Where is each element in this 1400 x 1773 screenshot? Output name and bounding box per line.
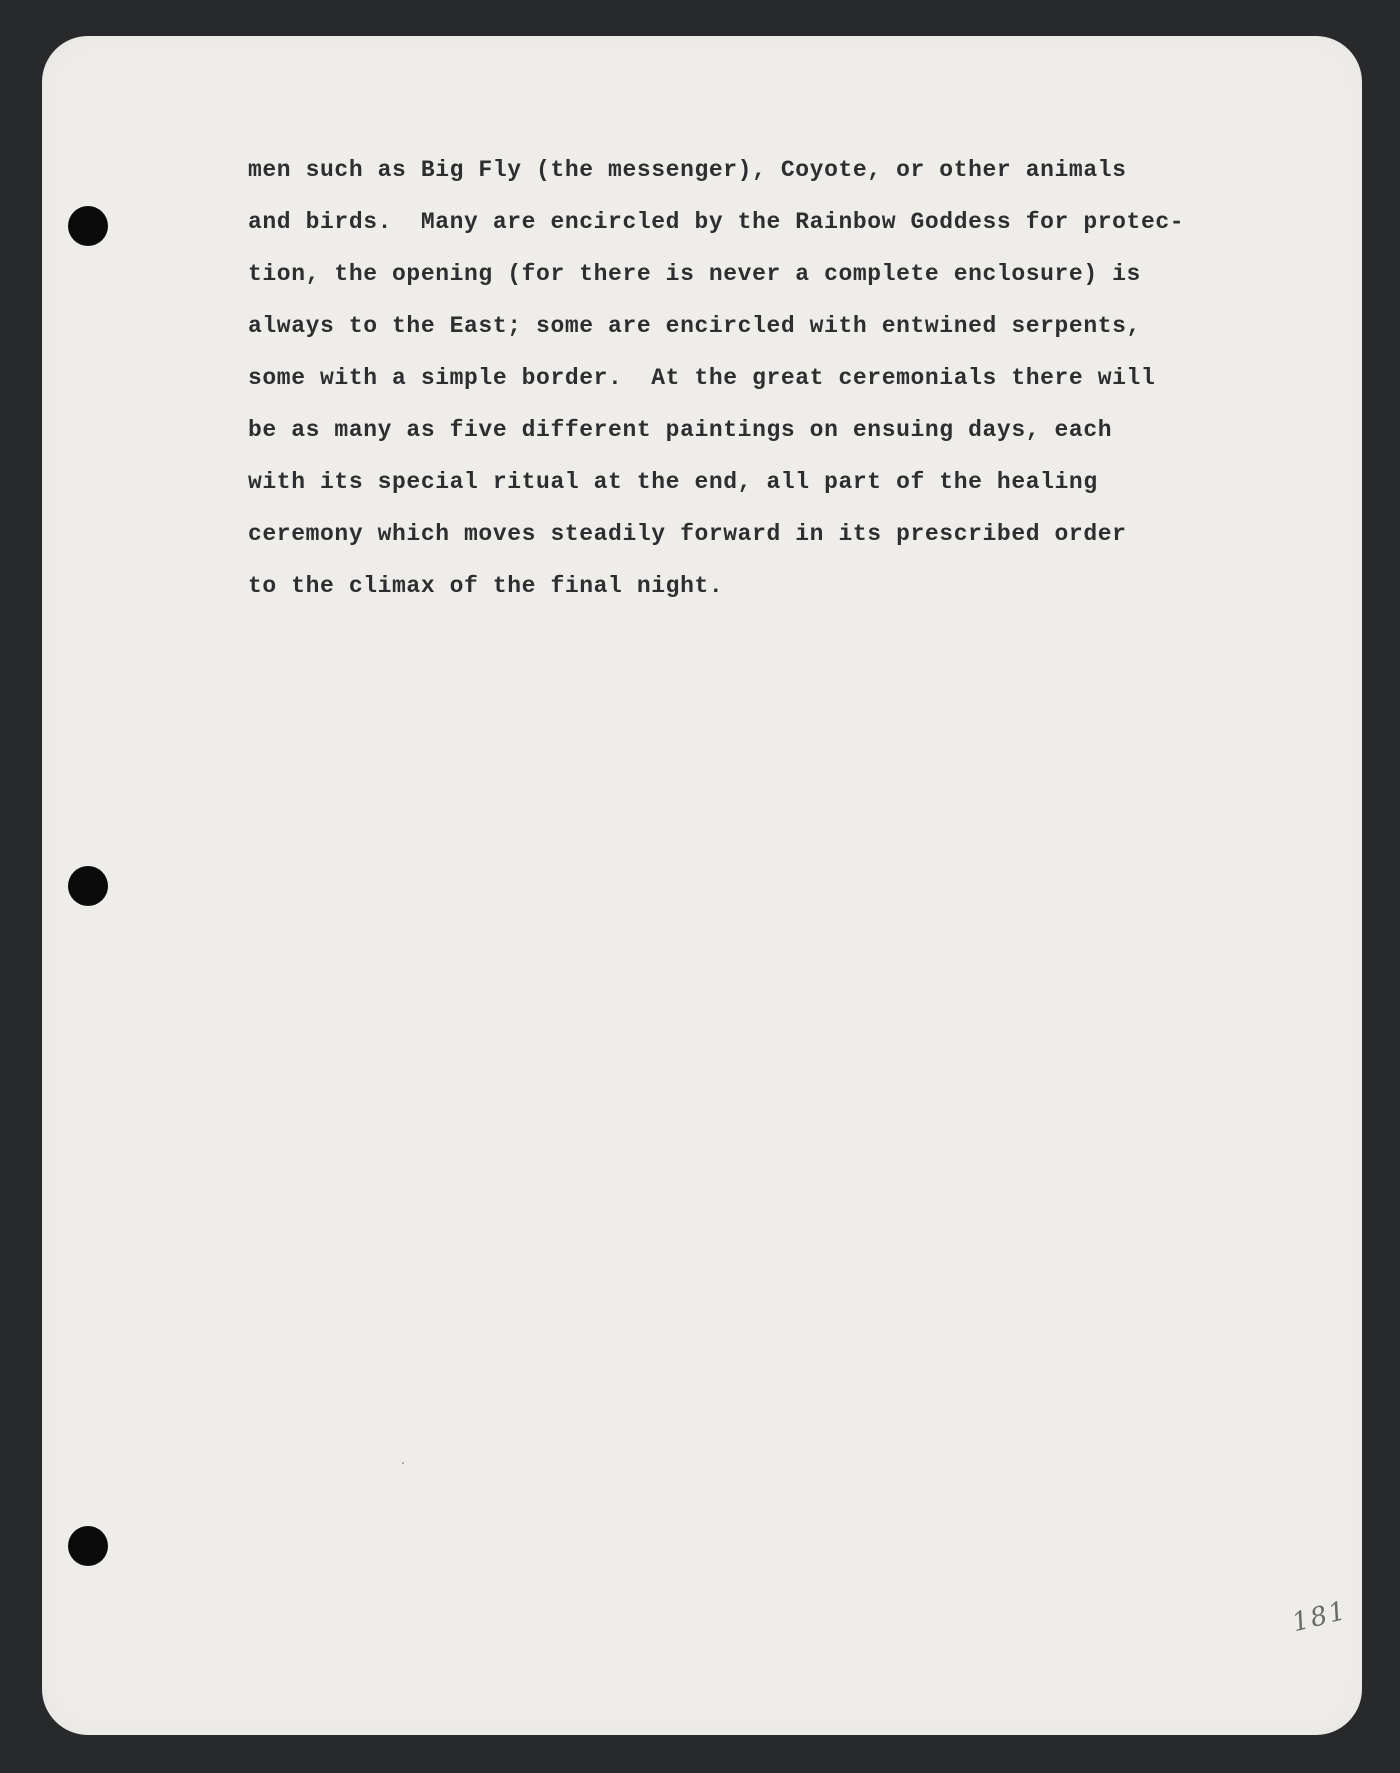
punch-hole-top: [68, 206, 108, 246]
punch-hole-middle: [68, 866, 108, 906]
text-line: and birds. Many are encircled by the Rainbow Goddess for protec-: [248, 209, 1185, 235]
punch-hole-bottom: [68, 1526, 108, 1566]
text-line: always to the East; some are encircled with entwined serpents,: [248, 313, 1141, 339]
typewritten-paragraph: [248, 150, 1288, 618]
text-line: be as many as five different paintings on ensuing days, each: [248, 417, 1113, 443]
text-line: tion, the opening (for there is never a complete enclosure) is: [248, 261, 1141, 287]
text-line: to the climax of the final night.: [248, 573, 724, 599]
text-line: men such as Big Fly (the messenger), Coyote, or other animals: [248, 157, 1127, 183]
text-line: ceremony which moves steadily forward in its prescribed order: [248, 521, 1127, 547]
paper-speck: [402, 1462, 404, 1464]
text-line: with its special ritual at the end, all part of the healing: [248, 469, 1098, 495]
handwritten-page-number: 181: [1289, 1595, 1351, 1639]
text-line: some with a simple border. At the great ceremonials there will: [248, 365, 1156, 391]
